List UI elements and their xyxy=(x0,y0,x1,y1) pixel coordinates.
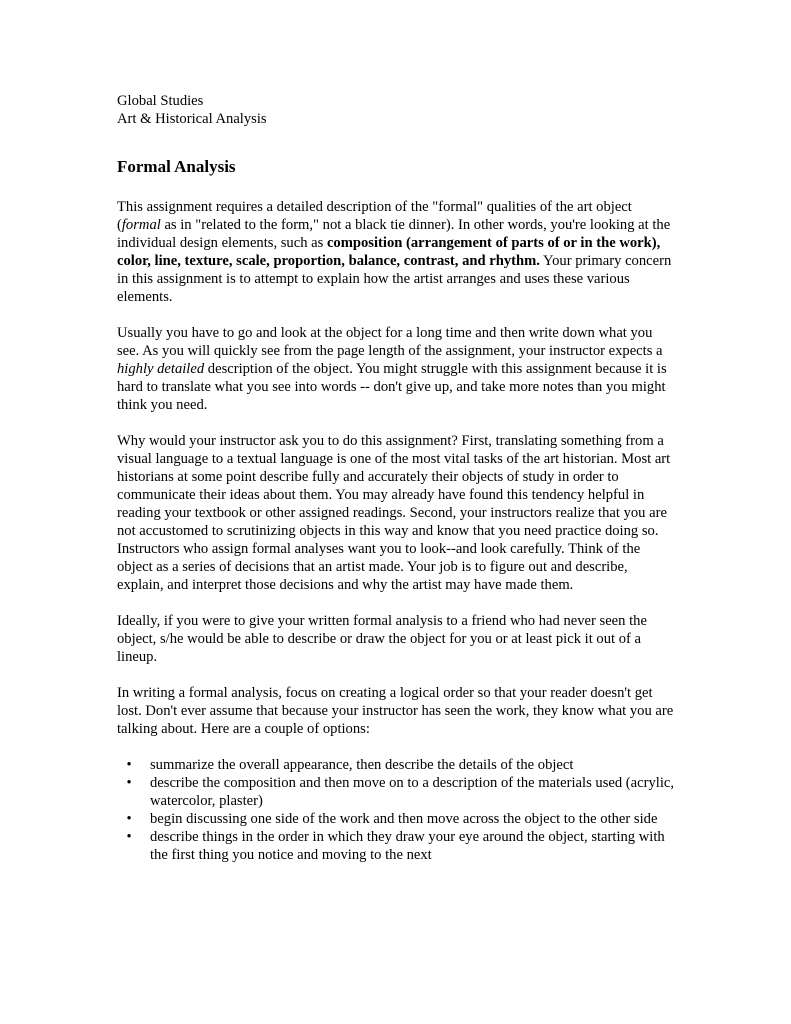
list-item xyxy=(117,828,677,864)
list-item xyxy=(117,774,677,810)
italic-term: formal xyxy=(121,217,161,233)
paragraph-organization: In writing a formal analysis, focus on creating a logical order so that your reader doesn't get lost. Don't ever assume that because your instructor has seen the work, they know what you are talking about. Here are a couple of options: xyxy=(117,685,674,737)
bullet-icon: • xyxy=(126,757,132,773)
paragraph-assignment-description xyxy=(117,198,677,306)
text-run: description of the object. You might struggle with this assignment because it is hard to translate what you see into words -- don't give up, and take more notes than you might think you need. xyxy=(117,361,667,413)
paragraph-observation xyxy=(117,324,677,414)
list-item-text: describe things in the order in which they draw your eye around the object, starting with the first thing you notice and moving to the next xyxy=(150,829,665,863)
unit-name: Art & Historical Analysis xyxy=(117,111,267,127)
list-item-text: summarize the overall appearance, then describe the details of the object xyxy=(150,757,574,773)
bullet-icon: • xyxy=(126,829,132,845)
document-page xyxy=(117,92,677,864)
document-title: Formal Analysis xyxy=(117,157,236,176)
text-run: This assignment requires a detailed description of the "formal" qualities of the art object ( xyxy=(117,199,632,233)
paragraph-goal: Ideally, if you were to give your written formal analysis to a friend who had never seen the object, s/he would be able to describe or draw the object for you or at least pick it out of a lineup. xyxy=(117,613,647,665)
list-item-text: begin discussing one side of the work and then move across the object to the other side xyxy=(150,811,658,827)
bullet-icon: • xyxy=(126,811,132,827)
text-run: Usually you have to go and look at the object for a long time and then write down what you see. As you will quickly see from the page length of the assignment, your instructor expects a xyxy=(117,325,663,359)
list-item-text: describe the composition and then move on to a description of the materials used (acrylic, watercolor, plaster) xyxy=(150,775,674,809)
bullet-icon: • xyxy=(126,775,132,791)
text-run: as in "related to the form," not a black tie dinner). In other words, you're looking at the individual design elements, such as xyxy=(117,217,671,251)
options-list xyxy=(117,756,677,864)
list-item xyxy=(117,810,677,828)
list-item xyxy=(117,756,677,774)
italic-emphasis: highly detailed xyxy=(117,361,205,377)
bold-design-elements: composition (arrangement of parts of or in the work), color, line, texture, scale, proportion, balance, contrast, and rhythm. xyxy=(117,235,661,269)
text-run: Your primary concern in this assignment is to attempt to explain how the artist arranges and uses these various elements. xyxy=(117,253,672,305)
paragraph-purpose: Why would your instructor ask you to do this assignment? First, translating something from a visual language to a textual language is one of the most vital tasks of the art historian. Most art historians at some point describe fully and accurately their objects of study in order to communicate their ideas about them. You may already have found this tendency helpful in reading your textbook or other assigned readings. Second, your instructors realize that you are not accustomed to scrutinizing objects in this way and know that you need practice doing so. Instructors who assign formal analyses want you to look--and look carefully. Think of the object as a series of decisions that an artist made. Your job is to figure out and describe, explain, and interpret those decisions and why the artist may have made them. xyxy=(117,433,671,593)
course-name: Global Studies xyxy=(117,93,204,109)
